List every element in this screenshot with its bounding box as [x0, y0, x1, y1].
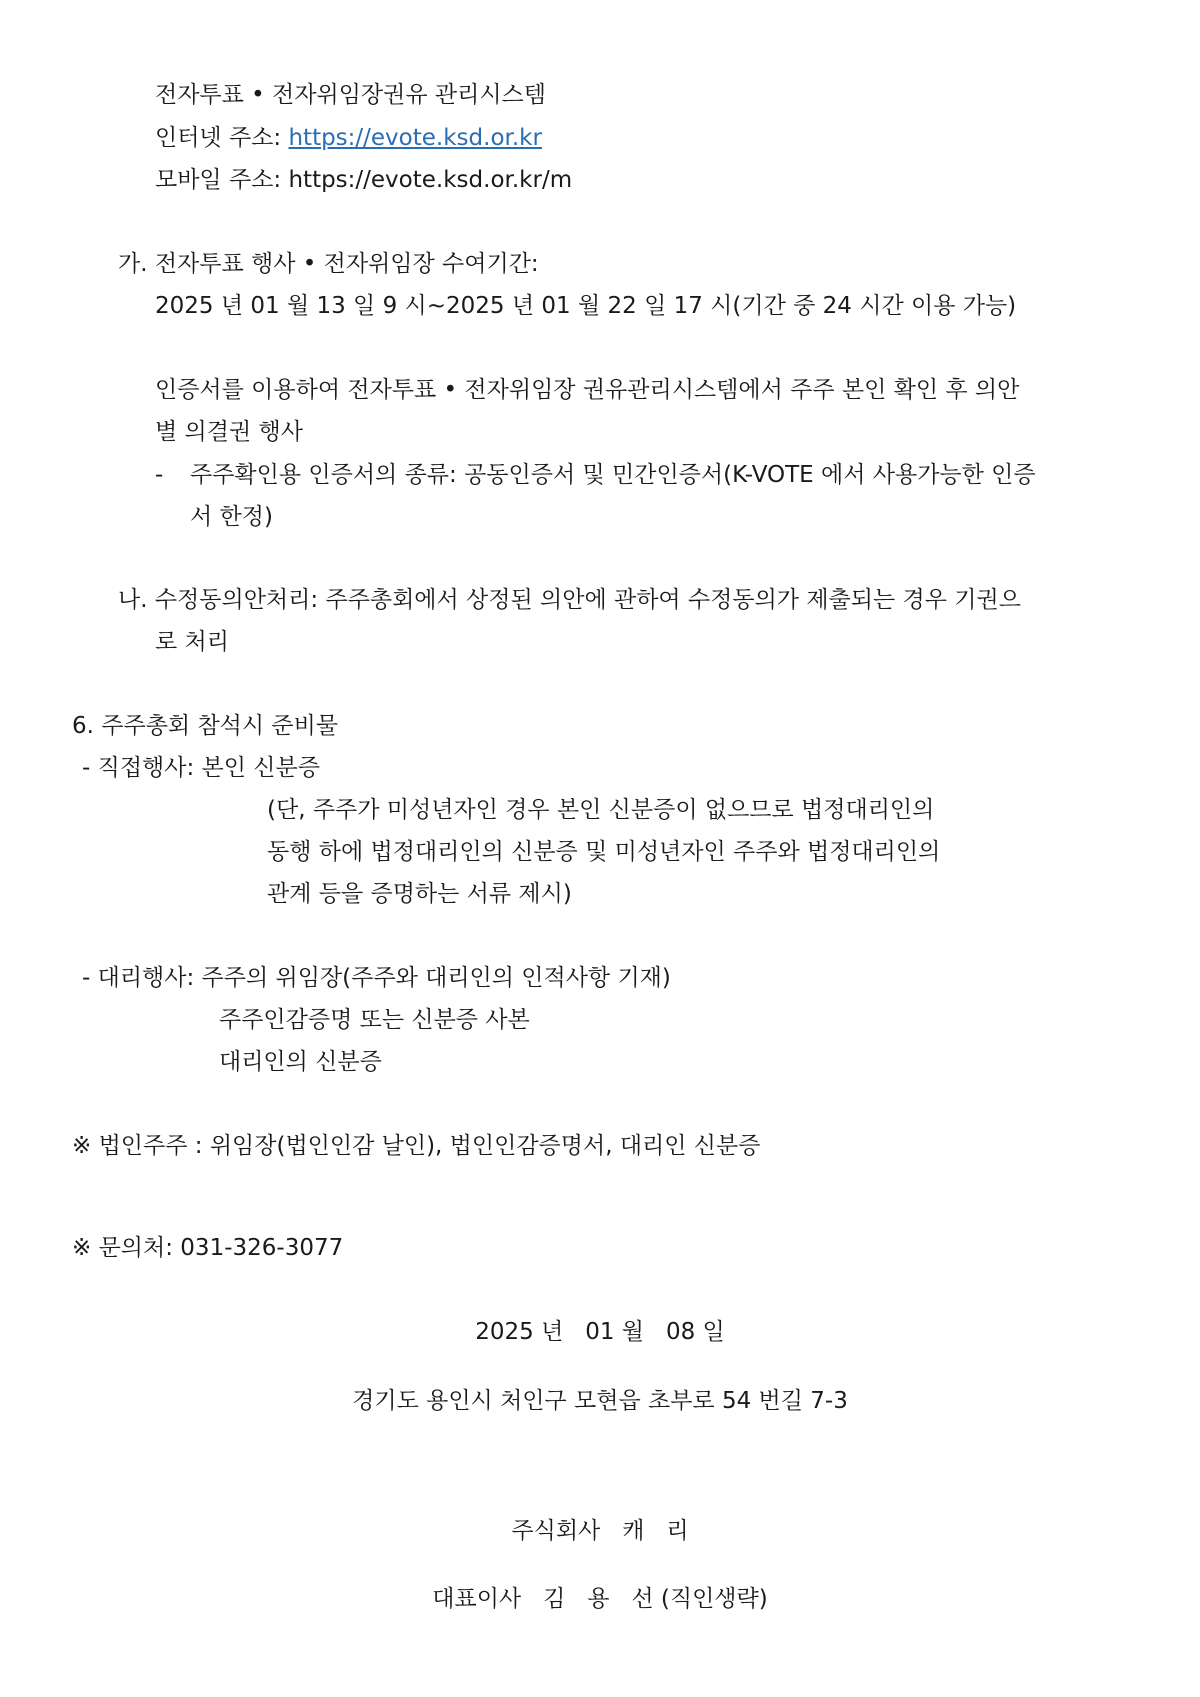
section-ga-cert-line-2: 별 의결권 행사 [155, 419, 303, 445]
proxy-exercise-item-2: 주주인감증명 또는 신분증 사본 [219, 1007, 530, 1033]
document-date: 2025 년 01 월 08 일 [475, 1319, 725, 1345]
section-na-line-2: 로 처리 [155, 629, 229, 655]
ceo-signature: 대표이사 김 용 선 (직인생략) [432, 1586, 768, 1612]
internet-address-label: 인터넷 주소: [155, 125, 289, 151]
contact-note: ※ 문의처: 031-326-3077 [72, 1235, 344, 1261]
direct-exercise-note-1: (단, 주주가 미성년자인 경우 본인 신분증이 없으므로 법정대리인의 [267, 797, 935, 823]
section-na-line-1: 나. 수정동의안처리: 주주총회에서 상정된 의안에 관하여 수정동의가 제출되는 경우 기권으 [118, 587, 1021, 613]
mobile-address-label: 모바일 주소: [155, 167, 289, 193]
company-address: 경기도 용인시 처인구 모현읍 초부로 54 번길 7-3 [352, 1388, 848, 1414]
section-ga-bullet-line-1: 주주확인용 인증서의 종류: 공동인증서 및 민간인증서(K-VOTE 에서 사용가능한 인증 [190, 462, 1036, 488]
direct-exercise-note-3: 관계 등을 증명하는 서류 제시) [267, 881, 572, 907]
direct-exercise-label: - 직접행사: 본인 신분증 [82, 755, 320, 781]
section-6-title: 6. 주주총회 참석시 준비물 [72, 713, 339, 739]
mobile-address-url: https://evote.ksd.or.kr/m [288, 167, 573, 193]
corporate-shareholder-note: ※ 법인주주 : 위임장(법인인감 날인), 법인인감증명서, 대리인 신분증 [72, 1133, 761, 1159]
proxy-exercise-item-3: 대리인의 신분증 [219, 1049, 382, 1075]
direct-exercise-note-2: 동행 하에 법정대리인의 신분증 및 미성년자인 주주와 법정대리인의 [267, 839, 941, 865]
system-name: 전자투표 • 전자위임장권유 관리시스템 [155, 82, 546, 108]
mobile-address [155, 165, 572, 195]
section-ga-title: 가. 전자투표 행사 • 전자위임장 수여기간: [118, 251, 539, 277]
internet-address-link[interactable]: https://evote.ksd.or.kr [288, 125, 542, 151]
proxy-exercise-label: - 대리행사: 주주의 위임장(주주와 대리인의 인적사항 기재) [82, 965, 671, 991]
section-ga-period: 2025 년 01 월 13 일 9 시~2025 년 01 월 22 일 17 시(기간 중 24 시간 이용 가능) [155, 293, 1017, 319]
section-ga-cert-line-1: 인증서를 이용하여 전자투표 • 전자위임장 권유관리시스템에서 주주 본인 확인 후 의안 [155, 377, 1020, 403]
internet-address [155, 123, 542, 153]
company-name: 주식회사 캐 리 [511, 1518, 689, 1544]
section-ga-bullet-line-2: 서 한정) [190, 504, 273, 530]
section-ga-bullet-dash: - [155, 462, 164, 488]
